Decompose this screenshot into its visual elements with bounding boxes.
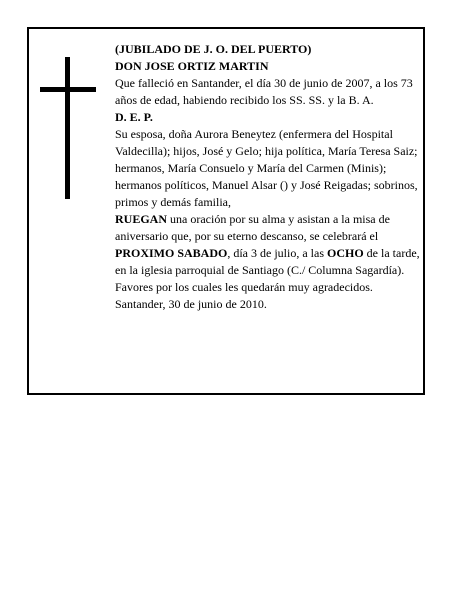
request-text-2: , día 3 de julio, a las xyxy=(227,246,327,260)
place-date: Santander, 30 de junio de 2010. xyxy=(115,297,267,311)
request-text-1: una oración por su alma y asistan a la misa de aniversario que, por su eterno descanso, se celebrará el xyxy=(115,212,390,243)
obituary-notice xyxy=(27,27,425,395)
dep-label: D. E. P. xyxy=(115,110,153,124)
notice-text xyxy=(115,41,423,313)
cross-vertical-bar xyxy=(65,57,70,199)
request-paragraph xyxy=(115,211,423,296)
mass-day: PROXIMO SABADO xyxy=(115,246,228,260)
request-text-3: de la tarde, en la iglesia parroquial de Santiago (C./ Columna Sagardía). Favores por los cuales les quedarán muy agradecidos. xyxy=(115,246,420,294)
header-title: (JUBILADO DE J. O. DEL PUERTO) xyxy=(115,42,312,56)
request-verb: RUEGAN xyxy=(115,212,168,226)
family-list: Su esposa, doña Aurora Beneytez (enfermera del Hospital Valdecilla); hijos, José y Gelo; hija política, María Teresa Saiz; hermanos, María Consuelo y María del Carmen (Minis); hermanos políticos, Manuel Alsar () y José Reigadas; sobrinos, primos y demás familia, xyxy=(115,127,418,209)
latin-cross-icon xyxy=(40,57,96,199)
cross-horizontal-bar xyxy=(40,87,96,92)
death-info: Que falleció en Santander, el día 30 de junio de 2007, a los 73 años de edad, habiendo recibido los SS. SS. y la B. A. xyxy=(115,76,413,107)
deceased-name: DON JOSE ORTIZ MARTIN xyxy=(115,59,269,73)
mass-hour: OCHO xyxy=(327,246,364,260)
